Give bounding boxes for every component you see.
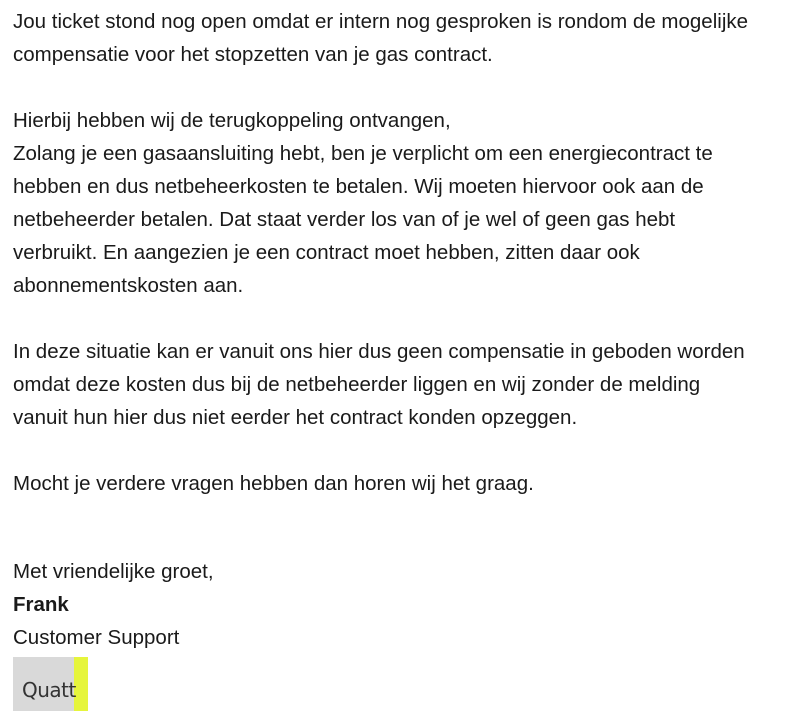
paragraph-feedback (13, 104, 793, 302)
email-body (13, 5, 793, 654)
text-line: Zolang je een gasaansluiting hebt, ben je verplicht om een energiecontract te (13, 142, 713, 165)
text-line: Jou ticket stond nog open omdat er intern nog gesproken is rondom de mogelijke (13, 10, 749, 33)
text-line: hebben en dus netbeheerkosten te betalen. Wij moeten hiervoor ook aan de (13, 175, 704, 198)
signature-role: Customer Support (13, 626, 180, 649)
paragraph-further-questions (13, 467, 793, 500)
paragraph-no-compensation (13, 335, 793, 434)
paragraph-spacer (13, 500, 793, 555)
signature-block (13, 555, 793, 654)
text-line: compensatie voor het stopzetten van je gas contract. (13, 43, 493, 66)
logo-text: Quatt (22, 678, 76, 702)
paragraph-spacer (13, 302, 793, 335)
paragraph-spacer (13, 434, 793, 467)
logo-accent-stripe (74, 657, 88, 711)
text-line: In deze situatie kan er vanuit ons hier dus geen compensatie in geboden worden (13, 340, 745, 363)
text-line: omdat deze kosten dus bij de netbeheerder liggen en wij zonder de melding (13, 373, 701, 396)
signature-closing: Met vriendelijke groet, (13, 560, 214, 583)
paragraph-spacer (13, 71, 793, 104)
paragraph-ticket-status (13, 5, 793, 71)
text-line: abonnementskosten aan. (13, 274, 244, 297)
text-line: netbeheerder betalen. Dat staat verder los van of je wel of geen gas hebt (13, 208, 676, 231)
text-line: Mocht je verdere vragen hebben dan horen wij het graag. (13, 472, 534, 495)
signature-name: Frank (13, 593, 69, 616)
quatt-logo (13, 657, 88, 711)
text-line: verbruikt. En aangezien je een contract moet hebben, zitten daar ook (13, 241, 640, 264)
text-line: Hierbij hebben wij de terugkoppeling ontvangen, (13, 109, 451, 132)
text-line: vanuit hun hier dus niet eerder het contract konden opzeggen. (13, 406, 578, 429)
